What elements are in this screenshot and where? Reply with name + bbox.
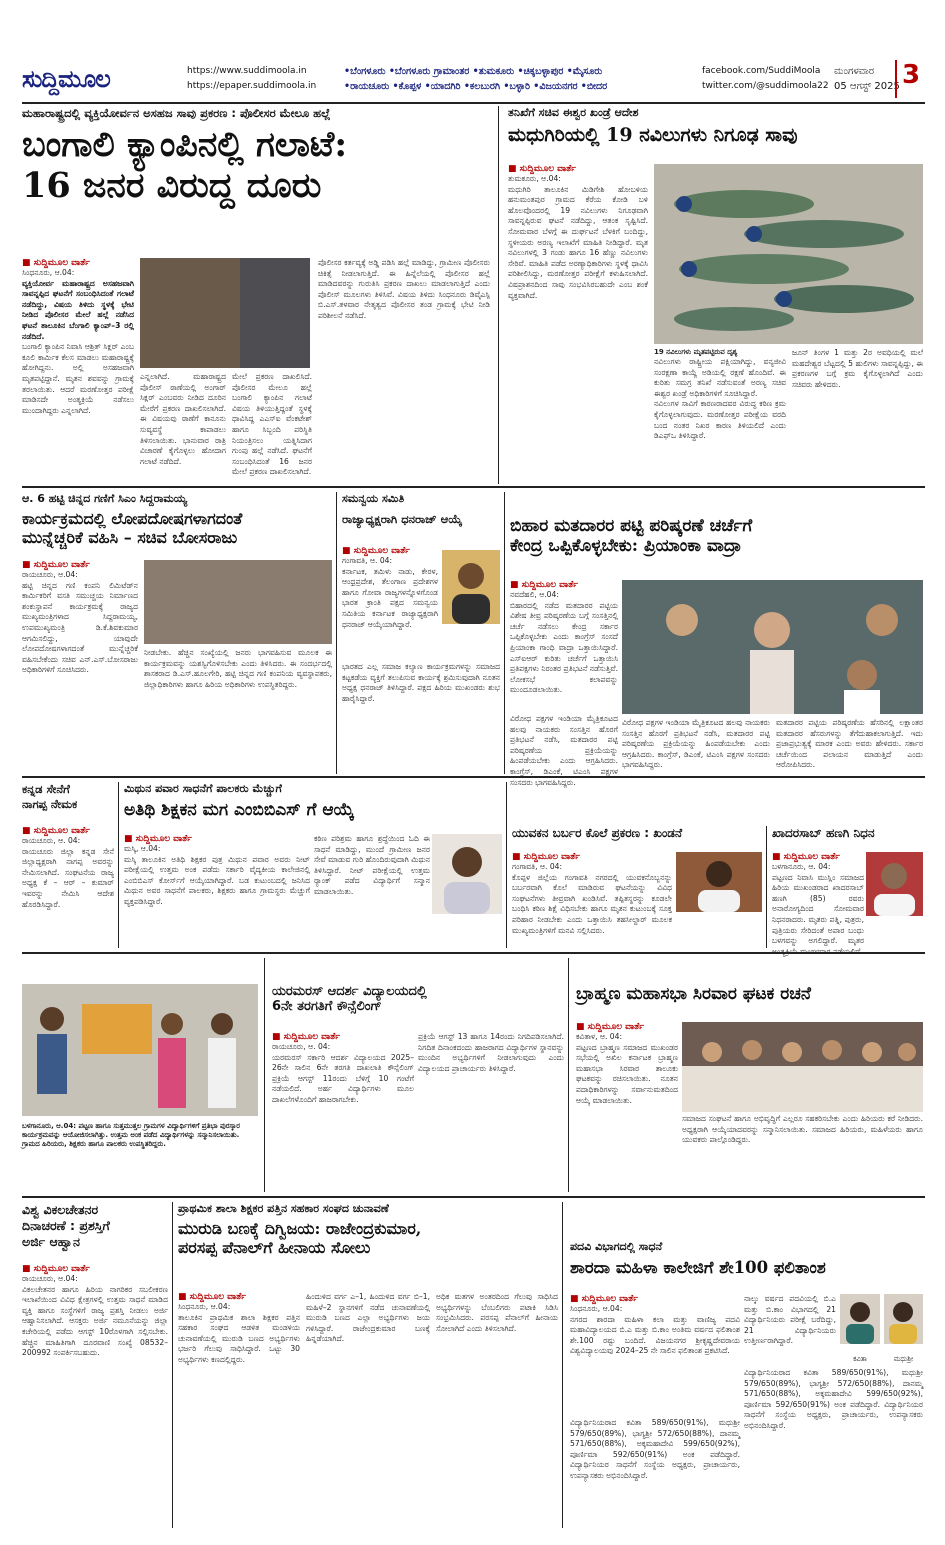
parliament-photo (622, 580, 923, 714)
website-links (187, 64, 316, 94)
lead-photo-police (240, 258, 310, 368)
divider (506, 782, 507, 948)
mithun-column-2: ಕಠಿಣ ಪರಿಶ್ರಮ ಹಾಗೂ ಶ್ರದ್ಧೆಯಿಂದ ಓದಿ ಈ ಸಾಧನೆ ಮಾಡಿದ್ದು, ಮುಂದೆ ಗ್ರಾಮೀಣ ಜನರ ಸೇವೆ ಮಾಡುವ ಗುರಿ ಹೊಂದಿರುವುದಾಗಿ ಮಿಥುನ ತಿಳಿಸಿದ್ದಾರೆ. ನೀಟ್ ಪರೀಕ್ಷೆಯಲ್ಲಿ ಉತ್ತಮ ರ‍್ಯಾಂಕ್ ಪಡೆದ ವಿದ್ಯಾರ್ಥಿಗೆ ಸನ್ಮಾನ ಮಾಡಲಾಯಿತು. (314, 834, 430, 896)
mithun-column-1: ■ ಸುದ್ದಿಮೂಲ ವಾರ್ತೆ ಮಸ್ಕಿ, ಆ.04: ಮಸ್ಕಿ ತಾಲೂಕಿನ ಅತಿಥಿ ಶಿಕ್ಷಕರ ಪುತ್ರ ಮಿಥುನ ಪವಾರ ಅವರು ನೀಟ್ ಪರೀಕ್ಷೆಯಲ್ಲಿ ಉತ್ತಮ ಅಂಕ ಪಡೆದು ಸರ್ಕಾರಿ ವೈದ್ಯಕೀಯ ಕಾಲೇಜಿನಲ್ಲಿ ಎಂಬಿಬಿಎಸ್ ಕೋರ್ಸ್‌ಗೆ ಆಯ್ಕೆಯಾಗಿದ್ದಾರೆ. ಬಡ ಕುಟುಂಬದಲ್ಲಿ ಜನಿಸಿದ ಮಿಥುನ ಅವರ ಸಾಧನೆಗೆ ಪಾಲಕರು, ಶಿಕ್ಷಕರು ಹಾಗೂ ಗ್ರಾಮಸ್ಥರು ಮೆಚ್ಚುಗೆ ವ್ಯಕ್ತಪಡಿಸಿದ್ದಾರೆ. (124, 834, 310, 906)
divider (22, 952, 925, 954)
murder-body: ■ ಸುದ್ದಿಮೂಲ ವಾರ್ತೆ ಗಂಗಾವತಿ, ಆ. 04: ಕೊಪ್ಪಳ ಜಿಲ್ಲೆಯ ಗಂಗಾವತಿ ನಗರದಲ್ಲಿ ಯುವಕನೊಬ್ಬನನ್ನು ಬರ್ಬರವಾಗಿ ಕೊಲೆ ಮಾಡಿರುವ ಘಟನೆಯನ್ನು ವಿವಿಧ ಸಂಘಟನೆಗಳು ತೀವ್ರವಾಗಿ ಖಂಡಿಸಿವೆ. ತಪ್ಪಿತಸ್ಥರನ್ನು ಕೂಡಲೇ ಬಂಧಿಸಿ ಕಠಿಣ ಶಿಕ್ಷೆ ವಿಧಿಸಬೇಕು ಹಾಗೂ ಮೃತನ ಕುಟುಂಬಕ್ಕೆ ಸೂಕ್ತ ಪರಿಹಾರ ನೀಡಬೇಕು ಎಂದು ಒತ್ತಾಯಿಸಿ ತಹಸೀಲ್ದಾರ್ ಮೂಲಕ ಮುಖ್ಯಮಂತ್ರಿಗಳಿಗೆ ಮನವಿ ಸಲ್ಲಿಸಿದರು. (512, 852, 672, 935)
page-number: 3 (895, 60, 925, 98)
cm-meeting-photo (144, 560, 332, 644)
lead-headline: ಬಂಗಾಲಿ ಕ್ಯಾಂಪಿನಲ್ಲಿ ಗಲಾಟೆ: 16 ಜನರ ವಿರುದ್ದ ದೂರು (22, 124, 348, 207)
epaper-url[interactable]: https://epaper.suddimoola.in (187, 81, 317, 91)
sharada-column-1b: ವಿದ್ಯಾರ್ಥಿನಿಯರಾದ ಕವಿತಾ 589/650(91%), ಮಧುಶ್ರೀ 579/650(89%), ಭಾಗ್ಯಶ್ರೀ 572/650(88%), ದಾನಮ್ಮ 571/650(88%), ಅಕ್ಕಮಹಾದೇವಿ 599/650(92%), ಪೂರ್ಣಿಮಾ 592/650(91%) ಅಂಕ ಪಡೆದಿದ್ದಾರೆ. ವಿದ್ಯಾರ್ಥಿನಿಯರ ಸಾಧನೆಗೆ ಸಂಸ್ಥೆಯ ಅಧ್ಯಕ್ಷರು, ಪ್ರಾಚಾರ್ಯರು, ಉಪನ್ಯಾಸಕರು ಅಭಿನಂದಿಸಿದ್ದಾರೆ. (570, 1418, 740, 1480)
peacock-column-3: ಜೂನ್ ತಿಂಗಳ 1 ಮತ್ತು 2ರ ಅವಧಿಯಲ್ಲಿ ಮಲೆ ಮಹದೇಶ್ವರ ಬೆಟ್ಟದಲ್ಲಿ 5 ಹುಲಿಗಳು ಸಾವನ್ನಪ್ಪಿದ್ದು, ಈ ಪ್ರಕರಣಗಳ ಬಗ್ಗೆ ಕ್ರಮ ಕೈಗೊಳ್ಳಲಾಗಿದೆ ಎಂದು ಸಚಿವರು ಹೇಳಿದರು. (792, 348, 923, 389)
divider (22, 776, 925, 778)
peacock-illustration (654, 164, 923, 344)
khadar-headline: ಖಾದರಸಾಬ್ ಹಣಗಿ ನಿಧನ (772, 826, 875, 840)
website-url[interactable]: https://www.suddimoola.in (187, 66, 307, 76)
lead-column-1: ■ ಸುದ್ದಿಮೂಲ ವಾರ್ತೆ ಸಿಂಧನೂರು, ಆ.04: ವ್ಯಕ್ತಿಯೋರ್ವ ಮಹಾರಾಷ್ಟ್ರದ ಅಸಹಜವಾಗಿ ಸಾವನ್ನಪ್ಪಿದ ಘಟನೆಗೆ ಸಂಬಂಧಿಸಿದಂತೆ ಗಲಾಟೆ ನಡೆದಿದ್ದು, ವಿಷಯ ತಿಳಿದು ಸ್ಥಳಕ್ಕೆ ಭೇಟಿ ನೀಡಿದ ಪೊಲೀಸರ ಮೇಲೆ ಹಲ್ಲೆ ನಡೆಸಿದ ಘಟನೆ ತಾಲೂಕಿನ ಬೆಂಗಾಲಿ ಕ್ಯಾಂಪ್–3 ರಲ್ಲಿ ನಡೆದಿದೆ. ಬಂಗಾಲಿ ಕ್ಯಾಂಪಿನ ನಿವಾಸಿ ಆಶ್ರಿತ್ ಸಿಕ್ಲರ್ ಎಂಬ ಕೂಲಿ ಕಾರ್ಮಿಕ ಕೆಲಸ ಮಾಡಲು ಮಹಾರಾಷ್ಟ್ರಕ್ಕೆ ಹೋಗಿದ್ದನು. ಅಲ್ಲಿ ಅಸಹಜವಾಗಿ ಮೃತಪಟ್ಟಿದ್ದಾನೆ. ಮೃತನ ಶವವನ್ನು ಗ್ರಾಮಕ್ಕೆ ತರಲಾಯಿತು. ಆದರೆ ಮರಣೋತ್ತರ ಪರೀಕ್ಷೆ ಮಾಡಿಸದೇ ಅಂತ್ಯಕ್ರಿಯೆ ನಡೆಸಲು ಮುಂದಾಗಿದ್ದರು ಎನ್ನಲಾಗಿದೆ. (22, 258, 134, 415)
masthead (22, 58, 925, 104)
cm-headline: ಕಾರ್ಯಕ್ರಮದಲ್ಲಿ ಲೋಪದೋಷಗಳಾಗದಂತೆ ಮುನ್ನೆಚ್ಚರಿಕೆ ವಹಿಸಿ – ಸಚಿವ ಬೋಸರಾಜು (22, 509, 243, 547)
city-editions: •ಬೆಂಗಳೂರು •ಬೆಂಗಳೂರು ಗ್ರಾಮಾಂತರ •ತುಮಕೂರು •ಚಿಕ್ಕಬಳ್ಳಾಪುರ •ಮೈಸೂರು •ರಾಯಚೂರು •ಕೊಪ್ಪಳ •ಯಾದಗಿರಿ •ಕಲಬುರಗಿ •ಬಳ್ಳಾರಿ •ವಿಜಯನಗರ •ಬೀದರ (344, 66, 608, 92)
bihar-headline: ಬಿಹಾರ ಮತದಾರರ ಪಟ್ಟಿ ಪರಿಷ್ಕರಣೆ ಚರ್ಚೆಗೆ ಕೇಂದ್ರ ಒಪ್ಪಿಕೊಳ್ಳಬೇಕು: ಪ್ರಿಯಾಂಕಾ ವಾದ್ರಾ (510, 516, 753, 557)
cm-kicker: ಆ. 6 ಹಟ್ಟಿ ಚಿನ್ನದ ಗಣಿಗೆ ಸಿಎಂ ಸಿದ್ದರಾಮಯ್ಯ (22, 492, 188, 505)
bihar-column-1: ■ ಸುದ್ದಿಮೂಲ ವಾರ್ತೆ ನವದೆಹಲಿ, ಆ.04: ಬಿಹಾರದಲ್ಲಿ ನಡೆದ ಮತದಾರರ ಪಟ್ಟಿಯ ವಿಶೇಷ ತೀವ್ರ ಪರಿಷ್ಕರಣೆಯ ಬಗ್ಗೆ ಸಂಸತ್ತಿನಲ್ಲಿ ಚರ್ಚೆ ನಡೆಸಲು ಕೇಂದ್ರ ಸರ್ಕಾರ ಒಪ್ಪಿಕೊಳ್ಳಬೇಕು ಎಂದು ಕಾಂಗ್ರೆಸ್ ಸಂಸದೆ ಪ್ರಿಯಾಂಕಾ ಗಾಂಧಿ ವಾದ್ರಾ ಒತ್ತಾಯಿಸಿದ್ದಾರೆ. ಎಸ್ಐಆರ್ ಕುರಿತು ಚರ್ಚೆಗೆ ಒತ್ತಾಯಿಸಿ ಪ್ರತಿಪಕ್ಷಗಳು ನಿರಂತರ ಪ್ರತಿಭಟನೆ ನಡೆಸುತ್ತಿವೆ. ಲೋಕಸಭೆ ಕಲಾಪವನ್ನು ಮುಂದೂಡಲಾಯಿತು. (510, 580, 618, 695)
parliament-illustration (622, 580, 923, 714)
peacock-column-1: ■ ಸುದ್ದಿಮೂಲ ವಾರ್ತೆ ತುಮಕೂರು, ಆ.04: ಮಧುಗಿರಿ ತಾಲೂಕಿನ ಮಿಡಿಗೇಶಿ ಹೋಬಳಿಯ ಹನುಮಂತಪುರ ಗ್ರಾಮದ ಕೆರೆಯ ಕೋಡಿ ಬಳಿ ಹೊಲವೊಂದರಲ್ಲಿ 19 ನವಿಲುಗಳು ನಿಗೂಢವಾಗಿ ಸಾವನ್ನಪ್ಪಿರುವ ಘಟನೆ ನಡೆದಿದ್ದು, ಆತಂಕ ಸೃಷ್ಟಿಸಿದೆ. ಸೋಮವಾರ ಬೆಳಗ್ಗೆ ಈ ದುರ್ಘಟನೆ ಬೆಳಕಿಗೆ ಬಂದಿದ್ದು, ಸ್ಥಳೀಯರು ಅರಣ್ಯ ಇಲಾಖೆಗೆ ಮಾಹಿತಿ ನೀಡಿದ್ದಾರೆ. ಮೃತ ನವಿಲುಗಳಲ್ಲಿ 3 ಗಂಡು ಹಾಗೂ 16 ಹೆಣ್ಣು ನವಿಲುಗಳು ಸೇರಿವೆ. ಮಾಹಿತಿ ಪಡೆದ ಅರಣ್ಯಾಧಿಕಾರಿಗಳು ಸ್ಥಳಕ್ಕೆ ಧಾವಿಸಿ ಪರಿಶೀಲಿಸಿದ್ದು, ಮರಣೋತ್ತರ ಪರೀಕ್ಷೆಗೆ ಕಳುಹಿಸಲಾಗಿದೆ. ವಿಷಪ್ರಾಶನದಿಂದ ಸಾವು ಸಂಭವಿಸಿರಬಹುದೇ ಎಂಬ ಶಂಕೆ ವ್ಯಕ್ತವಾಗಿದೆ. (508, 164, 648, 300)
student-name-2: ಮಧುಶ್ರೀ (893, 1355, 914, 1363)
vishwa-body: ■ ಸುದ್ದಿಮೂಲ ವಾರ್ತೆ ರಾಯಚೂರು, ಆ.04: ವಿಕಲಚೇತನರ ಹಾಗೂ ಹಿರಿಯ ನಾಗರಿಕರ ಸಬಲೀಕರಣ ಇಲಾಖೆಯಿಂದ ವಿವಿಧ ಕ್ಷೇತ್ರಗಳಲ್ಲಿ ಉತ್ತಮ ಸಾಧನೆ ಮಾಡಿದ ವ್ಯಕ್ತಿ ಹಾಗೂ ಸಂಸ್ಥೆಗಳಿಗೆ ರಾಜ್ಯ ಪ್ರಶಸ್ತಿ ನೀಡಲು ಅರ್ಜಿ ಆಹ್ವಾನಿಸಲಾಗಿದೆ. ಆಸಕ್ತರು ಅರ್ಜಿ ನಮೂನೆಯನ್ನು ಜಿಲ್ಲಾ ಕಚೇರಿಯಲ್ಲಿ ಪಡೆದು ಆಗಸ್ಟ್ 10ರೊಳಗಾಗಿ ಸಲ್ಲಿಸಬೇಕು. ಹೆಚ್ಚಿನ ಮಾಹಿತಿಗಾಗಿ ದೂರವಾಣಿ ಸಂಖ್ಯೆ 08532–200992 ಸಂಪರ್ಕಿಸಬಹುದು. (22, 1264, 168, 1358)
murudi-column-2: ಹಿಂದುಳಿದ ವರ್ಗ ಎ–1, ಹಿಂದುಳಿದ ವರ್ಗ ಬಿ–1, ಮಹಿಳೆ–2 ಸ್ಥಾನಗಳಿಗೆ ನಡೆದ ಚುನಾವಣೆಯಲ್ಲಿ ಮುರುಡಿ ಬಣದ ಎಲ್ಲಾ ಅಭ್ಯರ್ಥಿಗಳು ಜಯ ಗಳಿಸಿದ್ದಾರೆ. ರಾಜೇಂದ್ರಕುಮಾರ ಬಣಕ್ಕೆ ಹಿನ್ನಡೆಯಾಗಿದೆ. (306, 1292, 430, 1344)
divider (504, 492, 505, 774)
balaganur-caption: ಬಳಗಾನೂರು, ಆ.04: ಪಟ್ಟಣ ಹಾಗೂ ಸುತ್ತಮುತ್ತಲ ಗ್ರಾಮಗಳ ವಿದ್ಯಾರ್ಥಿಗಳಿಗೆ ಪ್ರತಿಭಾ ಪುರಸ್ಕಾರ ಕಾರ್ಯಕ್ರಮವನ್ನು ಆಯೋಜಿಸಲಾಗಿತ್ತು. ಉತ್ತಮ ಅಂಕ ಪಡೆದ ವಿದ್ಯಾರ್ಥಿಗಳನ್ನು ಸನ್ಮಾನಿಸಲಾಯಿತು. ಗ್ರಾಮದ ಹಿರಿಯರು, ಶಿಕ್ಷಕರು ಹಾಗೂ ಪಾಲಕರು ಉಪಸ್ಥಿತರಿದ್ದರು. (22, 1122, 240, 1148)
cm-column-1: ■ ಸುದ್ದಿಮೂಲ ವಾರ್ತೆ ರಾಯಚೂರು, ಆ.04: ಹಟ್ಟಿ ಚಿನ್ನದ ಗಣಿ ಕಂಪನಿ ಲಿಮಿಟೆಡ್‌ನ ಕಾರ್ಮಿಕರಿಗೆ ವಸತಿ ಸಮುಚ್ಚಯ ನಿರ್ಮಾಣದ ಶಂಕುಸ್ಥಾಪನೆ ಕಾರ್ಯಕ್ರಮಕ್ಕೆ ರಾಜ್ಯದ ಮುಖ್ಯಮಂತ್ರಿಗಳಾದ ಸಿದ್ದರಾಮಯ್ಯ, ಉಪಮುಖ್ಯಮಂತ್ರಿ ಡಿ.ಕೆ.ಶಿವಕುಮಾರ ಆಗಮಿಸಲಿದ್ದು, ಯಾವುದೇ ಲೋಪದೋಷಗಳಾಗದಂತೆ ಮುನ್ನೆಚ್ಚರಿಕೆ ವಹಿಸಬೇಕೆಂದು ಸಚಿವ ಎನ್.ಎಸ್.ಬೋಸರಾಜು ಅಧಿಕಾರಿಗಳಿಗೆ ಸೂಚಿಸಿದರು. (22, 560, 138, 675)
divider (118, 782, 119, 948)
murder-portrait (676, 852, 762, 912)
peacock-photo (654, 164, 923, 344)
facebook-link[interactable]: facebook.com/SuddiMoola (702, 66, 821, 76)
divider (172, 1202, 173, 1528)
yaramarus-column-1: ■ ಸುದ್ದಿಮೂಲ ವಾರ್ತೆ ರಾಯಚೂರು, ಆ. 04: ಯರಮರಸ್ ಸರ್ಕಾರಿ ಆದರ್ಶ ವಿದ್ಯಾಲಯದ 2025–26ನೇ ಸಾಲಿನ 6ನೇ ತರಗತಿ ದಾಖಲಾತಿ ಕೌನ್ಸೆಲಿಂಗ್ ಪ್ರಕ್ರಿಯೆ ಆಗಸ್ಟ್ 11ರಂದು ಬೆಳಿಗ್ಗೆ 10 ಗಂಟೆಗೆ ನಡೆಯಲಿದೆ. ಅರ್ಹ ವಿದ್ಯಾರ್ಥಿಗಳು ಮೂಲ ದಾಖಲೆಗಳೊಂದಿಗೆ ಹಾಜರಾಗಬೇಕು. (272, 1032, 414, 1104)
lead-column-2: ಎನ್ನಲಾಗಿದೆ. ಮಹಾರಾಷ್ಟ್ರದ ಪೊಲೀಸ್ ಠಾಣೆಯಲ್ಲಿ ಅಂಗಾರ್ ಸಿಕ್ಲರ್ ಎಂಬವರು ನೀಡಿದ ದೂರಿನ ಮೇರೆಗೆ ಪ್ರಕರಣ ದಾಖಲಿಸಲಾಗಿದೆ. ಈ ವಿಷಯವು ಠಾಣೆಗೆ ಕಾನೂನು ಸುವ್ಯವಸ್ಥೆ ಕಾಪಾಡಲು ತಿಳಿಸಲಾಯಿತು. ಭಾನುವಾರ ರಾತ್ರಿ ವಿಚಾರಣೆ ಕೈಗೊಳ್ಳಲು ಹೋದಾಗ ಗಲಾಟೆ ನಡೆದಿದೆ. (140, 372, 226, 466)
murudi-column-3: ಅಧಿಕ ಮತಗಳ ಅಂತರದಿಂದ ಗೆಲುವು ಸಾಧಿಸಿದ ಅಭ್ಯರ್ಥಿಗಳನ್ನು ಬೆಂಬಲಿಗರು ಪಟಾಕಿ ಸಿಡಿಸಿ ಸಂಭ್ರಮಿಸಿದರು. ಪರಸಪ್ಪ ಪೆನಾಲ್‌ಗೆ ಹೀನಾಯ ಸೋಲಾಗಿದೆ ಎಂದು ತಿಳಿಸಲಾಗಿದೆ. (436, 1292, 558, 1333)
person-icon (432, 834, 502, 914)
person-icon (884, 1294, 923, 1344)
divider (264, 958, 265, 1192)
group-illustration (22, 984, 258, 1116)
sharada-headline: ಶಾರದಾ ಮಹಿಳಾ ಕಾಲೇಜಿಗೆ ಶೇ100 ಫಲಿತಾಂಶ (570, 1258, 826, 1277)
divider (498, 106, 499, 484)
murudi-headline: ಮುರುಡಿ ಬಣಕ್ಕೆ ದಿಗ್ವಿಜಯ: ರಾಜೇಂದ್ರಕುಮಾರ, ಪರಸಪ್ಪ ಪೆನಾಲ್‌ಗೆ ಹೀನಾಯ ಸೋಲು (178, 1219, 422, 1257)
person-icon (866, 852, 923, 916)
divider (766, 826, 767, 948)
student-name-1: ಕವಿತಾ (853, 1355, 867, 1363)
yaramarus-column-2: ಪ್ರಕ್ರಿಯೆ ಆಗಸ್ಟ್ 13 ಹಾಗೂ 14ರಂದು ನಿಗದಿಪಡಿಸಲಾಗಿದೆ. ನಿಗದಿತ ದಿನಾಂಕದಂದು ಹಾಜರಾಗದ ವಿದ್ಯಾರ್ಥಿಗಳ ಸ್ಥಾನವನ್ನು ಮುಂದಿನ ಅಭ್ಯರ್ಥಿಗಳಿಗೆ ನೀಡಲಾಗುವುದು ಎಂದು ವಿದ್ಯಾಲಯದ ಪ್ರಾಚಾರ್ಯರು ತಿಳಿಸಿದ್ದಾರೆ. (418, 1032, 564, 1073)
bihar-column-1b: ವಿರೋಧ ಪಕ್ಷಗಳ ಇಂಡಿಯಾ ಮೈತ್ರಿಕೂಟದ ಹಲವು ನಾಯಕರು ಸಂಸತ್ತಿನ ಹೊರಗೆ ಪ್ರತಿಭಟನೆ ನಡೆಸಿ, ಮತದಾರರ ಪಟ್ಟಿ ಪರಿಷ್ಕರಣೆಯ ಪ್ರಕ್ರಿಯೆಯನ್ನು ಹಿಂಪಡೆಯಬೇಕು ಎಂದು ಆಗ್ರಹಿಸಿದರು. ಕಾಂಗ್ರೆಸ್, ಡಿಎಂಕೆ, ಟಿಎಂಸಿ ಪಕ್ಷಗಳ ಸಂಸದರು ಭಾಗವಹಿಸಿದ್ದರು. (510, 714, 618, 787)
samanvaya-column-1: ■ ಸುದ್ದಿಮೂಲ ವಾರ್ತೆ ಗಂಗಾವತಿ, ಆ. 04: ಕರ್ನಾಟಕ, ತಮಿಳು ನಾಡು, ಕೇರಳ, ಆಂಧ್ರಪ್ರದೇಶ, ತೆಲಂಗಾಣ ಪ್ರದೇಶಗಳ ಹಾಗೂ ಗೋವಾ ರಾಜ್ಯಗಳನ್ನೊಳಗೊಂಡ ಭಾರತ ಕ್ರಾಂತಿ ಪಕ್ಷದ ಸಮನ್ವಯ ಸಮಿತಿಯ ಕರ್ನಾಟಕ ರಾಜ್ಯಾಧ್ಯಕ್ಷರಾಗಿ ಧನರಾಜ್ ಆಯ್ಕೆಯಾಗಿದ್ದಾರೆ. (342, 546, 438, 629)
samanvaya-headline: ರಾಜ್ಯಾಧ್ಯಕ್ಷರಾಗಿ ಧನರಾಜ್ ಆಯ್ಕೆ (342, 512, 463, 526)
samanvaya-column-2: ಭಾರತದ ಎಲ್ಲ ಸಮಾಜ ಕಲ್ಯಾಣ ಕಾರ್ಯಕ್ರಮಗಳನ್ನು ಸಮಾಜದ ಕಟ್ಟಕಡೆಯ ವ್ಯಕ್ತಿಗೆ ತಲುಪಿಸುವ ಕಾರ್ಯಕ್ಕೆ ಶ್ರಮಿಸುವುದಾಗಿ ನೂತನ ಅಧ್ಯಕ್ಷ ಧನರಾಜ್ ತಿಳಿಸಿದ್ದಾರೆ. ಪಕ್ಷದ ಹಿರಿಯ ಮುಖಂಡರು ಶುಭ ಹಾರೈಸಿದ್ದಾರೆ. (342, 662, 500, 703)
divider (336, 492, 337, 774)
lead-kicker: ಮಹಾರಾಷ್ಟ್ರದಲ್ಲಿ ವ್ಯಕ್ತಿಯೋರ್ವನ ಅಸಹಜ ಸಾವು ಪ್ರಕರಣ : ಪೊಲೀಸರ ಮೇಲೂ ಹಲ್ಲೆ (22, 106, 331, 120)
divider (562, 1202, 563, 1528)
murudi-kicker: ಪ್ರಾಥಮಿಕ ಶಾಲಾ ಶಿಕ್ಷಕರ ಪತ್ತಿನ ಸಹಕಾರ ಸಂಘದ ಚುನಾವಣೆ (178, 1202, 389, 1215)
twitter-link[interactable]: twitter.com/@suddimoola22 (702, 81, 829, 91)
student-photo-1 (840, 1294, 880, 1344)
divider (22, 486, 925, 488)
bihar-column-3: ಮತದಾರರ ಪಟ್ಟಿಯ ಪರಿಷ್ಕರಣೆಯ ಹೆಸರಿನಲ್ಲಿ ಲಕ್ಷಾಂತರ ಮತದಾರರ ಹೆಸರುಗಳನ್ನು ತೆಗೆದುಹಾಕಲಾಗುತ್ತಿದೆ. ಇದು ಪ್ರಜಾಪ್ರಭುತ್ವಕ್ಕೆ ಮಾರಕ ಎಂದು ಅವರು ಹೇಳಿದರು. ಸರ್ಕಾರ ಚರ್ಚೆಯಿಂದ ಪಲಾಯನ ಮಾಡುತ್ತಿದೆ ಎಂದು ಆರೋಪಿಸಿದರು. (776, 718, 923, 770)
group-illustration (682, 1022, 923, 1112)
sharada-kicker: ಪದವಿ ವಿಭಾಗದಲ್ಲಿ ಸಾಧನೆ (570, 1240, 663, 1253)
bihar-column-2: ವಿರೋಧ ಪಕ್ಷಗಳ ಇಂಡಿಯಾ ಮೈತ್ರಿಕೂಟದ ಹಲವು ನಾಯಕರು ಸಂಸತ್ತಿನ ಹೊರಗೆ ಪ್ರತಿಭಟನೆ ನಡೆಸಿ, ಮತದಾರರ ಪಟ್ಟಿ ಪರಿಷ್ಕರಣೆಯ ಪ್ರಕ್ರಿಯೆಯನ್ನು ಹಿಂಪಡೆಯಬೇಕು ಎಂದು ಆಗ್ರಹಿಸಿದರು. ಕಾಂಗ್ರೆಸ್, ಡಿಎಂಕೆ, ಟಿಎಂಸಿ ಪಕ್ಷಗಳ ಸಂಸದರು ಭಾಗವಹಿಸಿದ್ದರು. (622, 718, 770, 770)
lead-column-4: ಪೊಲೀಸರ ಕರ್ತವ್ಯಕ್ಕೆ ಅಡ್ಡಿ ಪಡಿಸಿ ಹಲ್ಲೆ ಮಾಡಿದ್ದು, ಗ್ರಾಮೀಣ ಪೊಲೀಸರು ಚಿಕಿತ್ಸೆ ನೀಡಲಾಗುತ್ತಿದೆ. ಈ ಹಿನ್ನೆಲೆಯಲ್ಲಿ ಪೊಲೀಸರ ಹಲ್ಲೆ ಮಾಡಿದವರನ್ನು ಗುರುತಿಸಿ ಪ್ರಕರಣ ದಾಖಲು ಮಾಡಲಾಗುತ್ತಿದೆ ಎಂದು ಪೊಲೀಸ್ ಮೂಲಗಳು ತಿಳಿಸಿವೆ. ವಿಷಯ ತಿಳಿದು ಸಿಂಧನೂರು ಡಿವೈಎಸ್ಪಿ ಬಿ.ಎಸ್.ತಳವಾರ ನೇತೃತ್ವದ ಪೊಲೀಸರ ತಂಡ ಗ್ರಾಮಕ್ಕೆ ಭೇಟಿ ನೀಡಿ ಪರಿಶೀಲನೆ ನಡೆಸಿದೆ. (318, 258, 490, 320)
newspaper-logo: ಸುದ್ದಿಮೂಲ (22, 65, 110, 93)
student-photo-2 (884, 1294, 923, 1344)
lead-column-3: ಮೇಲೆ ಪ್ರಕರಣ ದಾಖಲಿಸಿದೆ. ಪೊಲೀಸರ ಮೇಲೂ ಹಲ್ಲೆ ಬಂಗಾಲಿ ಕ್ಯಾಂಪಿನ ಗಲಾಟೆ ವಿಷಯ ತಿಳಿಯುತ್ತಿದ್ದಂತೆ ಸ್ಥಳಕ್ಕೆ ಧಾವಿಸಿದ್ದ ಎಎಸ್ಐ ವೆಂಕಟೇಶ್ ಹಾಗೂ ಸಿಬ್ಬಂದಿ ಪರಿಸ್ಥಿತಿ ನಿಯಂತ್ರಿಸಲು ಯತ್ನಿಸಿದಾಗ ಗುಂಪು ಹಲ್ಲೆ ನಡೆಸಿದೆ. ಘಟನೆಗೆ ಸಂಬಂಧಿಸಿದಂತೆ 16 ಜನರ ಮೇಲೆ ಪ್ರಕರಣ ದಾಖಲಿಸಲಾಗಿದೆ. (232, 372, 312, 477)
peacock-headline: ಮಧುಗಿರಿಯಲ್ಲಿ 19 ನವಿಲುಗಳು ನಿಗೂಢ ಸಾವು (508, 124, 798, 146)
mithun-kicker: ಮಿಥುನ ಪವಾರ ಸಾಧನೆಗೆ ಪಾಲಕರು ಮೆಚ್ಚುಗೆ (124, 782, 282, 795)
khadar-portrait (866, 852, 923, 916)
brahmana-photo (682, 1022, 923, 1112)
social-links (702, 64, 829, 94)
kannada-body: ■ ಸುದ್ದಿಮೂಲ ವಾರ್ತೆ ರಾಯಚೂರು, ಆ. 04: ರಾಯಚೂರು ಜಿಲ್ಲಾ ಕನ್ನಡ ಸೇನೆ ಜಿಲ್ಲಾಧ್ಯಕ್ಷರಾಗಿ ನಾಗಪ್ಪ ಅವರನ್ನು ನೇಮಿಸಲಾಗಿದೆ. ಸಂಘಟನೆಯ ರಾಜ್ಯ ಅಧ್ಯಕ್ಷ ಕೆ – ಆರ್ – ಕುಮಾರ್ ಇವರನ್ನು ನೇಮಿಸಿ ಆದೇಶ ಹೊರಡಿಸಿದ್ದಾರೆ. (22, 826, 114, 909)
cm-column-2: ನೀಡಬೇಕು. ಹೆಚ್ಚಿನ ಸಂಖ್ಯೆಯಲ್ಲಿ ಜನರು ಭಾಗವಹಿಸುವ ಮೂಲಕ ಈ ಕಾರ್ಯಕ್ರಮವನ್ನು ಯಶಸ್ವಿಗೊಳಿಸಬೇಕು ಎಂದು ತಿಳಿಸಿದರು. ಈ ಸಂದರ್ಭದಲ್ಲಿ ಶಾಸಕರಾದ ಡಿ.ಎಸ್.ಹೂಲಗೇರಿ, ಹಟ್ಟಿ ಚಿನ್ನದ ಗಣಿ ಕಂಪನಿಯ ವ್ಯವಸ್ಥಾಪಕರು, ಜಿಲ್ಲಾಧಿಕಾರಿಗಳು ಹಾಗೂ ಹಿರಿಯ ಅಧಿಕಾರಿಗಳು ಉಪಸ್ಥಿತರಿದ್ದರು. (144, 648, 332, 689)
divider (568, 958, 569, 1192)
mithun-portrait (432, 834, 502, 914)
vishwa-headline: ವಿಶ್ವ ವಿಕಲಚೇತನರ ದಿನಾಚರಣೆ : ಪ್ರಶಸ್ತಿಗೆ ಅರ್ಜಿ ಆಹ್ವಾನ (22, 1202, 110, 1249)
samanvaya-kicker: ಸಮನ್ವಯ ಸಮಿತಿ (342, 492, 405, 505)
sharada-column-2: ನಾಲ್ಕು ವರ್ಷದ ಪದವಿಯಲ್ಲಿ ಬಿ.ಎ ಮತ್ತು ಬಿ.ಕಾಂ ವಿಭಾಗದಲ್ಲಿ 21 ವಿದ್ಯಾರ್ಥಿನಿಯರು ಪರೀಕ್ಷೆ ಬರೆದಿದ್ದು, 21 ವಿದ್ಯಾರ್ಥಿನಿಯರು ಉತ್ತೀರ್ಣರಾಗಿದ್ದಾರೆ. (744, 1294, 836, 1346)
peacock-column-2: 19 ನವಿಲುಗಳು ಮೃತಪಟ್ಟಿರುವ ದೃಶ್ಯ ನವಿಲುಗಳು ರಾಷ್ಟ್ರೀಯ ಪಕ್ಷಿಯಾಗಿದ್ದು, ವನ್ಯಜೀವಿ ಸಂರಕ್ಷಣಾ ಕಾಯ್ದೆ ಅಡಿಯಲ್ಲಿ ರಕ್ಷಣೆ ಹೊಂದಿವೆ. ಈ ಕುರಿತು ಸಮಗ್ರ ತನಿಖೆ ನಡೆಸುವಂತೆ ಅರಣ್ಯ ಸಚಿವ ಈಶ್ವರ ಖಂಡ್ರೆ ಅಧಿಕಾರಿಗಳಿಗೆ ಸೂಚಿಸಿದ್ದಾರೆ. ನವಿಲುಗಳ ಸಾವಿಗೆ ಕಾರಣರಾದವರ ವಿರುದ್ಧ ಕಠಿಣ ಕ್ರಮ ಕೈಗೊಳ್ಳಲಾಗುವುದು. ಮರಣೋತ್ತರ ಪರೀಕ್ಷೆಯ ವರದಿ ಬಂದ ನಂತರ ನಿಖರ ಕಾರಣ ತಿಳಿಯಲಿದೆ ಎಂದು ಡಿಎಫ್ಒ ತಿಳಿಸಿದ್ದಾರೆ. (654, 348, 786, 441)
murudi-column-1: ■ ಸುದ್ದಿಮೂಲ ವಾರ್ತೆ ಸಿಂಧನೂರು, ಆ.04: ತಾಲೂಕಿನ ಪ್ರಾಥಮಿಕ ಶಾಲಾ ಶಿಕ್ಷಕರ ಪತ್ತಿನ ಸಹಕಾರ ಸಂಘದ ಆಡಳಿತ ಮಂಡಳಿಯ ಚುನಾವಣೆಯಲ್ಲಿ ಮುರುಡಿ ಬಣದ ಅಭ್ಯರ್ಥಿಗಳು ಭರ್ಜರಿ ಗೆಲುವು ಸಾಧಿಸಿದ್ದಾರೆ. ಒಟ್ಟು 30 ಅಭ್ಯರ್ಥಿಗಳು ಕಣದಲ್ಲಿದ್ದರು. (178, 1292, 300, 1364)
peacock-kicker: ತನಿಖೆಗೆ ಸಚಿವ ಈಶ್ವರ ಖಂಡ್ರೆ ಆದೇಶ (508, 106, 639, 119)
brahmana-headline: ಬ್ರಾಹ್ಮಣ ಮಹಾಸಭಾ ಸಿರವಾರ ಘಟಕ ರಚನೆ (576, 984, 811, 1004)
sharada-column-1: ■ ಸುದ್ದಿಮೂಲ ವಾರ್ತೆ ಸಿಂಧನೂರು, ಆ.04: ನಗರದ ಶಾರದಾ ಮಹಿಳಾ ಕಲಾ ಮತ್ತು ವಾಣಿಜ್ಯ ಪದವಿ ಮಹಾವಿದ್ಯಾಲಯದ ಬಿ.ಎ ಮತ್ತು ಬಿ.ಕಾಂ ಅಂತಿಮ ವರ್ಷದ ಫಲಿತಾಂಶ ಶೇ.100 ರಷ್ಟು ಬಂದಿದೆ. ವಿಜಯನಗರ ಶ್ರೀಕೃಷ್ಣದೇವರಾಯ ವಿಶ್ವವಿದ್ಯಾಲಯವು 2024–25 ನೇ ಸಾಲಿನ ಫಲಿತಾಂಶ ಪ್ರಕಟಿಸಿದೆ. (570, 1294, 740, 1356)
kannada-headline: ಕನ್ನಡ ಸೇನೆಗೆ ನಾಗಪ್ಪ ನೇಮಕ (22, 782, 78, 811)
sharada-column-3: ವಿದ್ಯಾರ್ಥಿನಿಯರಾದ ಕವಿತಾ 589/650(91%), ಮಧುಶ್ರೀ 579/650(89%), ಭಾಗ್ಯಶ್ರೀ 572/650(88%), ದಾನಮ್ಮ 571/650(88%), ಅಕ್ಕಮಹಾದೇವಿ 599/650(92%), ಪೂರ್ಣಿಮಾ 592/650(91%) ಅಂಕ ಪಡೆದಿದ್ದಾರೆ. ವಿದ್ಯಾರ್ಥಿನಿಯರ ಸಾಧನೆಗೆ ಸಂಸ್ಥೆಯ ಅಧ್ಯಕ್ಷರು, ಪ್ರಾಚಾರ್ಯರು, ಉಪನ್ಯಾಸಕರು ಅಭಿನಂದಿಸಿದ್ದಾರೆ. (744, 1368, 923, 1430)
samanvaya-portrait (442, 550, 500, 624)
person-icon (676, 852, 762, 912)
balaganur-photo (22, 984, 258, 1116)
murder-headline: ಯುವಕನ ಬರ್ಬರ ಕೊಲೆ ಪ್ರಕರಣ : ಖಂಡನೆ (512, 826, 683, 840)
person-icon (442, 550, 500, 624)
divider (22, 1196, 925, 1198)
khadar-body: ■ ಸುದ್ದಿಮೂಲ ವಾರ್ತೆ ಬಳಗಾನೂರು, ಆ. 04: ಪಟ್ಟಣದ ನಿವಾಸಿ ಮುಸ್ಲಿಂ ಸಮಾಜದ ಹಿರಿಯ ಮುಖಂಡರಾದ ಖಾದರಸಾಬ್ ಹಣಗಿ (85) ರವರು ಅನಾರೋಗ್ಯದಿಂದ ಸೋಮವಾರ ನಿಧನರಾದರು. ಮೃತರು ಪತ್ನಿ, ಪುತ್ರರು, ಪುತ್ರಿಯರು ಸೇರಿದಂತೆ ಅಪಾರ ಬಂಧು ಬಳಗವನ್ನು ಅಗಲಿದ್ದಾರೆ. ಮೃತರ (772, 852, 864, 946)
issue-date: ಮಂಗಳವಾರ 05 ಆಗಸ್ಟ್ 2025 (834, 66, 900, 92)
brahmana-column-1: ■ ಸುದ್ದಿಮೂಲ ವಾರ್ತೆ ಕವಿತಾಳ, ಆ. 04: ಪಟ್ಟಣದ ಬ್ರಾಹ್ಮಣ ಸಮಾಜದ ಮುಖಂಡರ ಸಭೆಯಲ್ಲಿ ಅಖಿಲ ಕರ್ನಾಟಕ ಬ್ರಾಹ್ಮಣ ಮಹಾಸಭಾ ಸಿರವಾರ ತಾಲೂಕು ಘಟಕವನ್ನು ರಚಿಸಲಾಯಿತು. ನೂತನ ಪದಾಧಿಕಾರಿಗಳನ್ನು ಸರ್ವಾನುಮತದಿಂದ ಆಯ್ಕೆ ಮಾಡಲಾಯಿತು. (576, 1022, 678, 1105)
yaramarus-headline: ಯರಮರಸ್ ಆದರ್ಶ ವಿದ್ಯಾಲಯದಲ್ಲಿ 6ನೇ ತರಗತಿಗೆ ಕೌನ್ಸೆಲಿಂಗ್ (272, 984, 427, 1014)
mithun-headline: ಅತಿಥಿ ಶಿಕ್ಷಕನ ಮಗ ಎಂಬಿಬಿಎಸ್ ಗೆ ಆಯ್ಕೆ (124, 800, 355, 820)
brahmana-column-2: ಸಮಾಜದ ಸಂಘಟನೆ ಹಾಗೂ ಅಭಿವೃದ್ಧಿಗೆ ಎಲ್ಲರೂ ಸಹಕರಿಸಬೇಕು ಎಂದು ಹಿರಿಯರು ಕರೆ ನೀಡಿದರು. ಅಧ್ಯಕ್ಷರಾಗಿ ಆಯ್ಕೆಯಾದವರನ್ನು ಸನ್ಮಾನಿಸಲಾಯಿತು. ಸಮಾಜದ ಹಿರಿಯರು, ಮಹಿಳೆಯರು ಹಾಗೂ ಯುವಕರು ಪಾಲ್ಗೊಂಡಿದ್ದರು. (682, 1114, 923, 1145)
person-icon (840, 1294, 880, 1344)
